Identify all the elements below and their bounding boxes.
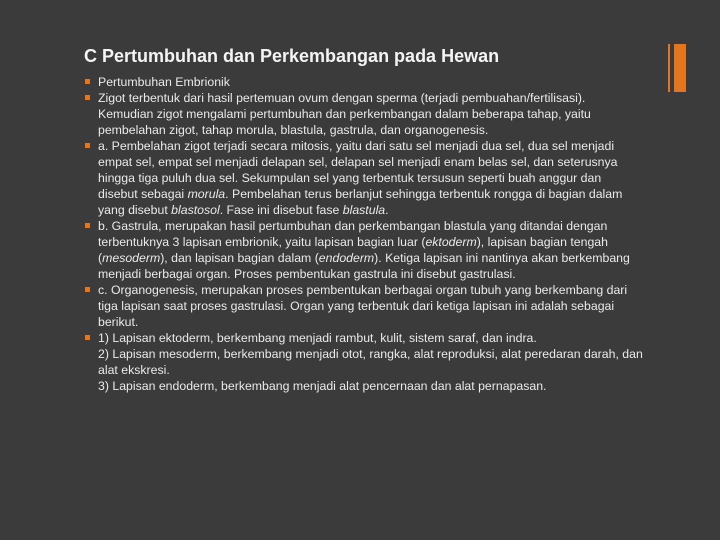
item-text-part: . Fase ini disebut fase: [219, 203, 343, 217]
list-item: [84, 90, 644, 138]
bullet-marker: [85, 143, 90, 148]
item-text-italic: blastosol: [171, 203, 220, 217]
item-text-italic: morula: [187, 187, 226, 201]
item-text: c. Organogenesis, merupakan proses pembentukan berbagai organ tubuh yang berkembang dari tiga lapisan saat proses gastrulasi. Organ yang terbentuk dari ketiga lapisan ini adalah sebagai berikut.: [98, 283, 628, 329]
bullet-marker: [85, 287, 90, 292]
item-text-part: ), lapisan bagian tengah (: [98, 235, 608, 265]
list-item: [84, 74, 644, 90]
item-line: 3) Lapisan endoderm, berkembang menjadi alat pencernaan dan alat pernapasan.: [98, 379, 547, 393]
bullet-marker: [85, 95, 90, 100]
accent-bar-thick: [674, 44, 686, 92]
item-text-italic: mesoderm: [102, 251, 161, 265]
item-text-part: ), dan lapisan bagian dalam (: [160, 251, 319, 265]
item-text: Zigot terbentuk dari hasil pertemuan ovum dengan sperma (terjadi pembuahan/fertilisasi). Kemudian zigot mengalami pertumbuhan dan perkembangan dalam beberapa tahap, yaitu pembelahan zigot, tahap morula, blastula, gastrula, dan organogenesis.: [98, 91, 591, 137]
item-text-italic: ektoderm: [425, 235, 477, 249]
item-text-italic: endoderm: [318, 251, 375, 265]
list-item: [84, 330, 644, 394]
item-line: 1) Lapisan ektoderm, berkembang menjadi rambut, kulit, sistem saraf, dan indra.: [98, 331, 537, 345]
item-text-italic: blastula: [342, 203, 386, 217]
accent-bar-thin: [668, 44, 670, 92]
bullet-marker: [85, 335, 90, 340]
item-text: Pertumbuhan Embrionik: [98, 75, 230, 89]
bullet-marker: [85, 79, 90, 84]
accent-bars: [668, 44, 688, 92]
slide-title: C Pertumbuhan dan Perkembangan pada Hewan: [84, 46, 500, 66]
list-item: [84, 218, 644, 282]
item-text-part: . Pembelahan terus berlanjut sehingga terbentuk rongga di bagian dalam yang disebut: [98, 187, 623, 217]
list-item: [84, 282, 644, 330]
item-text-part: ). Ketiga lapisan ini nantinya akan berkembang menjadi berbagai organ. Proses pembentukan gastrula ini disebut gastrulasi.: [98, 251, 630, 281]
item-text-part: a. Pembelahan zigot terjadi secara mitosis, yaitu dari satu sel menjadi dua sel, dua sel menjadi empat sel, empat sel menjadi delapan sel, delapan sel menjadi enam belas sel, dan seterusnya hingga tiga puluh dua sel. Sekumpulan sel yang terbentuk tersusun seperti buah anggur dan disebut sebagai: [98, 139, 618, 201]
bullet-list: [84, 74, 644, 394]
item-line: 2) Lapisan mesoderm, berkembang menjadi otot, rangka, alat reproduksi, alat peredaran darah, dan alat ekskresi.: [98, 347, 643, 377]
list-item: [84, 138, 644, 218]
item-text-part: .: [385, 203, 389, 217]
item-text-part: b. Gastrula, merupakan hasil pertumbuhan dan perkembangan blastula yang ditandai dengan terbentuknya 3 lapisan embrionik, yaitu lapisan bagian luar (: [98, 219, 608, 249]
bullet-marker: [85, 223, 90, 228]
